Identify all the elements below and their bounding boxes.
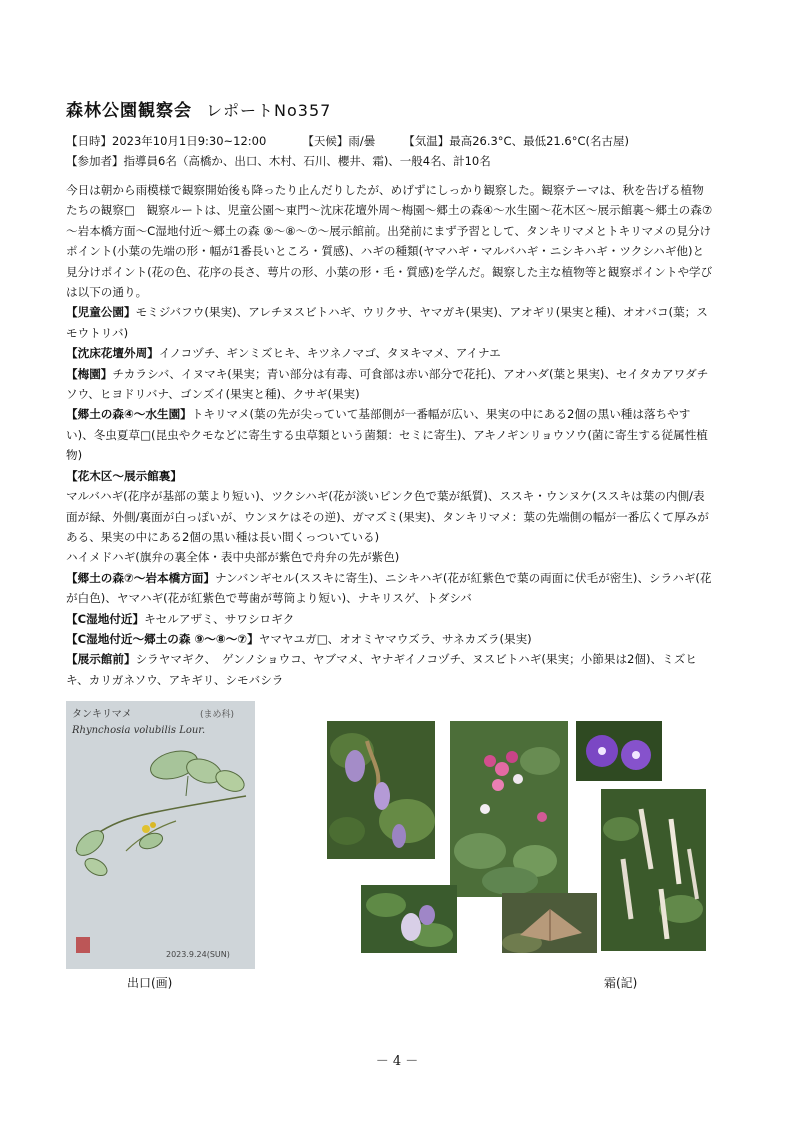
meta-line-1 [66, 133, 629, 149]
weather-value: 雨/曇 [348, 134, 376, 148]
participants-label: 【参加者】 [66, 154, 124, 168]
section-heading: 【展示館前】 [66, 652, 136, 667]
drawing-date: 2023.9.24(SUN) [166, 950, 230, 959]
section-heading: 【C湿地付近】 [66, 611, 145, 626]
section-kabokuku-detail-2 [66, 547, 714, 567]
section-heading: 【花木区～展示館裏】 [66, 468, 182, 483]
section-chinsho-kadan [66, 343, 714, 363]
drawing-caption: 出口(画) [127, 976, 173, 990]
photo-white-flower-spikes [601, 789, 706, 951]
section-heading: 【郷土の森⑦～岩本橋方面】 [66, 570, 215, 585]
section-c-wetland [66, 609, 714, 629]
temperature-value: 最高26.3°C、最低21.6°C(名古屋) [449, 134, 629, 148]
date-value: 2023年10月1日9:30~12:00 [112, 134, 267, 148]
section-text: チカラシバ、イヌマキ(果実；青い部分は有毒、可食部は赤い部分で花托)、アオハダ(葉と果実)、セイタカアワダチソウ、ヒヨドリバナ、ゴンズイ(果実と種)、クサギ(果実) [66, 366, 709, 402]
title-text: 森林公園観察会 [66, 101, 192, 121]
section-text: キセルアザミ、サワシロギク [144, 611, 295, 626]
temperature-label: 【気温】 [403, 134, 450, 148]
participants-value: 指導員6名（高橋か、出口、木村、石川、櫻井、霜)、一般4名、計10名 [123, 154, 491, 168]
drawing-tag: (まめ科) [200, 710, 235, 720]
weather-label: 【天候】 [302, 134, 349, 148]
meta-line-2 [66, 153, 491, 169]
photo-pale-pea-flowers [361, 885, 457, 953]
drawing-name-jp: タンキリマメ [72, 709, 132, 720]
section-heading: 【C湿地付近～郷土の森 ⑨～⑧～⑦】 [66, 631, 259, 646]
section-baien [66, 364, 714, 405]
section-heading: 【郷土の森④～水生園】 [66, 407, 192, 422]
section-text: マルバハギ(花序が基部の葉より短い)、ツクシハギ(花が淡いピンク色で葉が紙質)、ススキ・ウンヌケ(ススキは葉の内側/表面が緑、外側/裏面が白っぽいが、ウンヌケはその逆)、ガマズミ(果実)、タンキリマメ：葉の先端側の幅が一番広くて厚みがある、果実の中にある2個の黒い種は長い間くっついている) [66, 489, 709, 544]
section-text: イノコヅチ、ギンミズヒキ、キツネノマゴ、タヌキマメ、アイナエ [158, 346, 501, 361]
section-kabokuku [66, 466, 714, 486]
page-number: － 4 － [375, 1054, 419, 1069]
intro-paragraph: 今日は朝から雨模様で観察開始後も降ったり止んだりしたが、めげずにしっかり観察した。観察テーマは、秋を告げる植物たちの観察□ 観察ルートは、児童公園～東門～沈床花壇外周～梅園～郷土の森④～水生園～花木区～展示館裏～郷土の森⑦～岩本橋方面～C湿地付近～郷土の森 ⑨～⑧～⑦～展示館前。出発前にまず予習として、タンキリマメとトキリマメの見分けポイント(小葉の先端の形・幅が1番長いところ・質感)、ハギの種類(ヤマハギ・マルバハギ・ニシキハギ・ツクシハギ他)と見分けポイント(花の色、花序の長さ、萼片の形、小葉の形・毛・質感)を学んだ。観察した主な植物等と観察ポイントや学びは以下の通り。 [66, 183, 713, 300]
section-tenjikan-mae [66, 649, 714, 690]
section-kabokuku-detail [66, 486, 714, 547]
photo-pink-bush-clover [450, 721, 568, 897]
section-heading: 【沈床花壇外周】 [66, 346, 159, 361]
section-text: ナンバンギセル(ススキに寄生)、ニシキハギ(花が紅紫色で葉の両面に伏毛が密生)、シラハギ(花が白色)、ヤマハギ(花が紅紫色で萼歯が萼筒より短い)、ナキリスゲ、トダシバ [66, 570, 712, 606]
section-text: シラヤマギク、 ゲンノショウコ、ヤブマメ、ヤナギイノコヅチ、ヌスビトハギ(果実；小節果は2個)、ミズヒキ、カリガネソウ、アキギリ、シモバシラ [66, 652, 697, 687]
drawing-illustration [66, 701, 255, 969]
section-text: トキリマメ(葉の先が尖っていて基部側が一番幅が広い、果実の中にある2個の黒い種は落ちやすい)、冬虫夏草□(昆虫やクモなどに寄生する虫草類という菌類：セミに寄生)、アキノギンリョウソウ(菌に寄生する従属性植物) [66, 407, 708, 463]
section-text: ハイメドハギ(旗弁の裏全体・表中央部が紫色で舟弁の先が紫色) [66, 550, 400, 565]
photo-moth [502, 893, 597, 953]
section-kodomo-park [66, 302, 714, 343]
report-body [66, 180, 714, 690]
report-number: レポートNo357 [206, 101, 332, 120]
section-heading: 【梅園】 [66, 366, 113, 381]
section-text: モミジバフウ(果実)、アレチヌスビトハギ、ウリクサ、ヤマガキ(果実)、アオギリ(果実と種)、オオバコ(葉；スモウトリバ) [66, 305, 708, 340]
photo-violet-flowers [576, 721, 662, 781]
page-title [66, 96, 331, 121]
section-text: ヤマヤユガ□、オオミヤマウズラ、サネカズラ(果実) [258, 631, 532, 646]
botanical-drawing [66, 701, 255, 969]
section-c-wetland-kyodo [66, 629, 714, 649]
photos-caption: 霜(記) [604, 976, 638, 990]
photo-purple-flowers [327, 721, 435, 859]
drawing-latin-name: Rhynchosia volubilis Lour. [72, 725, 206, 736]
date-label: 【日時】 [66, 134, 112, 148]
section-heading: 【児童公園】 [66, 305, 136, 320]
section-kyodo-mori-7 [66, 568, 714, 609]
section-kyodo-mori-4 [66, 404, 714, 465]
